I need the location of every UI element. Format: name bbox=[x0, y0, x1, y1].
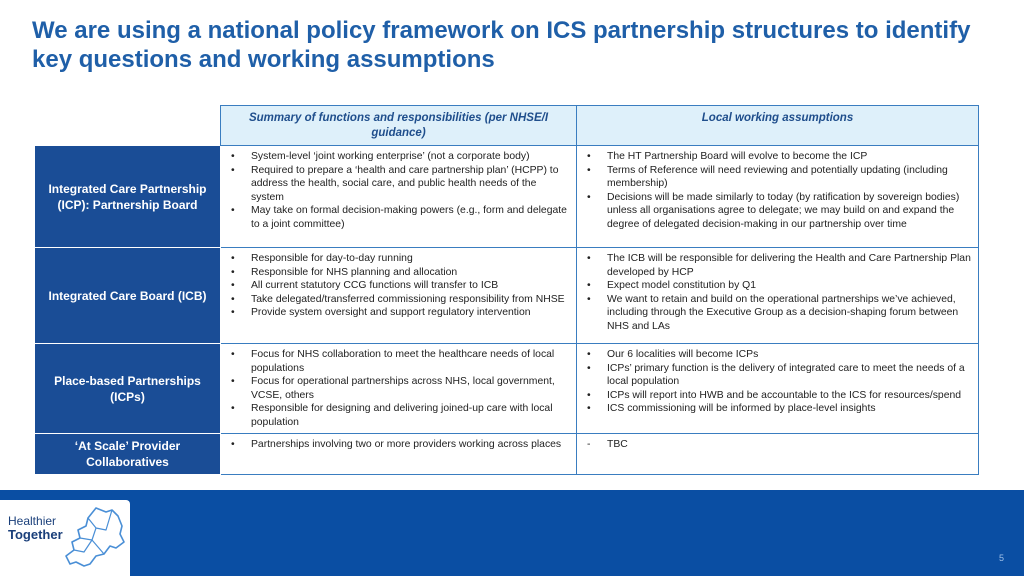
logo-text-healthier: Healthier bbox=[8, 514, 57, 528]
list-item: • May take on formal decision-making powers (e.g., form and delegate to a joint committee) bbox=[229, 204, 570, 231]
table-row bbox=[35, 344, 979, 434]
list-item: • The HT Partnership Board will evolve to become the ICP bbox=[585, 150, 972, 164]
list-item: • Terms of Reference will need reviewing and potentially updating (including membership) bbox=[585, 164, 972, 191]
page-number: 5 bbox=[998, 553, 1004, 563]
row-header-place-based: Place-based Partnerships (ICPs) bbox=[35, 344, 221, 434]
table-row bbox=[35, 248, 979, 344]
list-item: • Focus for operational partnerships across NHS, local government, VCSE, others bbox=[229, 375, 570, 402]
list-item: • Expect model constitution by Q1 bbox=[585, 279, 972, 293]
list-item: • ICS commissioning will be informed by place-level insights bbox=[585, 402, 972, 416]
table-row bbox=[35, 434, 979, 475]
list-item: • Responsible for day-to-day running bbox=[229, 252, 570, 266]
region-map-icon bbox=[62, 504, 128, 570]
local-cell bbox=[577, 146, 979, 248]
table-header-row bbox=[35, 106, 979, 146]
list-item: • Our 6 localities will become ICPs bbox=[585, 348, 972, 362]
list-item: • Required to prepare a ‘health and care partnership plan’ (HCPP) to address the health, social care, and public health needs of the system bbox=[229, 164, 570, 205]
column-header-summary: Summary of functions and responsibilities (per NHSE/I guidance) bbox=[221, 106, 577, 146]
framework-table bbox=[34, 105, 979, 475]
row-header-provider-collaboratives: ‘At Scale’ Provider Collaboratives bbox=[35, 434, 221, 475]
list-item: • ICPs’ primary function is the delivery of integrated care to meet the needs of a local population bbox=[585, 362, 972, 389]
list-item: • All current statutory CCG functions will transfer to ICB bbox=[229, 279, 570, 293]
list-item: • ICPs will report into HWB and be accountable to the ICS for resources/spend bbox=[585, 389, 972, 403]
list-item: • We want to retain and build on the operational partnerships we’ve achieved, including through the Executive Group as a decision-shaping forum between NHS and LAs bbox=[585, 293, 972, 334]
list-item: • Focus for NHS collaboration to meet the healthcare needs of local populations bbox=[229, 348, 570, 375]
list-item: • Responsible for designing and delivering joined-up care with local population bbox=[229, 402, 570, 429]
local-cell bbox=[577, 434, 979, 475]
list-item: • Provide system oversight and support regulatory intervention bbox=[229, 306, 570, 320]
list-item: • System-level ‘joint working enterprise’ (not a corporate body) bbox=[229, 150, 570, 164]
column-header-local: Local working assumptions bbox=[577, 106, 979, 146]
table-row bbox=[35, 146, 979, 248]
summary-cell bbox=[221, 344, 577, 434]
summary-cell bbox=[221, 248, 577, 344]
page-title: We are using a national policy framework on ICS partnership structures to identify key questions and working assumptions bbox=[32, 17, 971, 73]
list-item: • Partnerships involving two or more providers working across places bbox=[229, 438, 570, 452]
summary-cell bbox=[221, 434, 577, 475]
list-item: • Responsible for NHS planning and allocation bbox=[229, 266, 570, 280]
row-header-icb: Integrated Care Board (ICB) bbox=[35, 248, 221, 344]
list-item: • Take delegated/transferred commissioning responsibility from NHSE bbox=[229, 293, 570, 307]
list-item: • The ICB will be responsible for delivering the Health and Care Partnership Plan developed by HCP bbox=[585, 252, 972, 279]
logo-text-together: Together bbox=[8, 527, 63, 542]
list-item: • Decisions will be made similarly to today (by ratification by sovereign bodies) unless all organisations agree to delegate; we may build on and expand the degree of delegated decision-making in our partnership over time bbox=[585, 191, 972, 232]
local-cell bbox=[577, 248, 979, 344]
footer-bar bbox=[0, 490, 1024, 576]
row-header-icp-board: Integrated Care Partnership (ICP): Partnership Board bbox=[35, 146, 221, 248]
table-corner bbox=[35, 106, 221, 146]
local-cell bbox=[577, 344, 979, 434]
list-item: - TBC bbox=[585, 438, 972, 452]
summary-cell bbox=[221, 146, 577, 248]
